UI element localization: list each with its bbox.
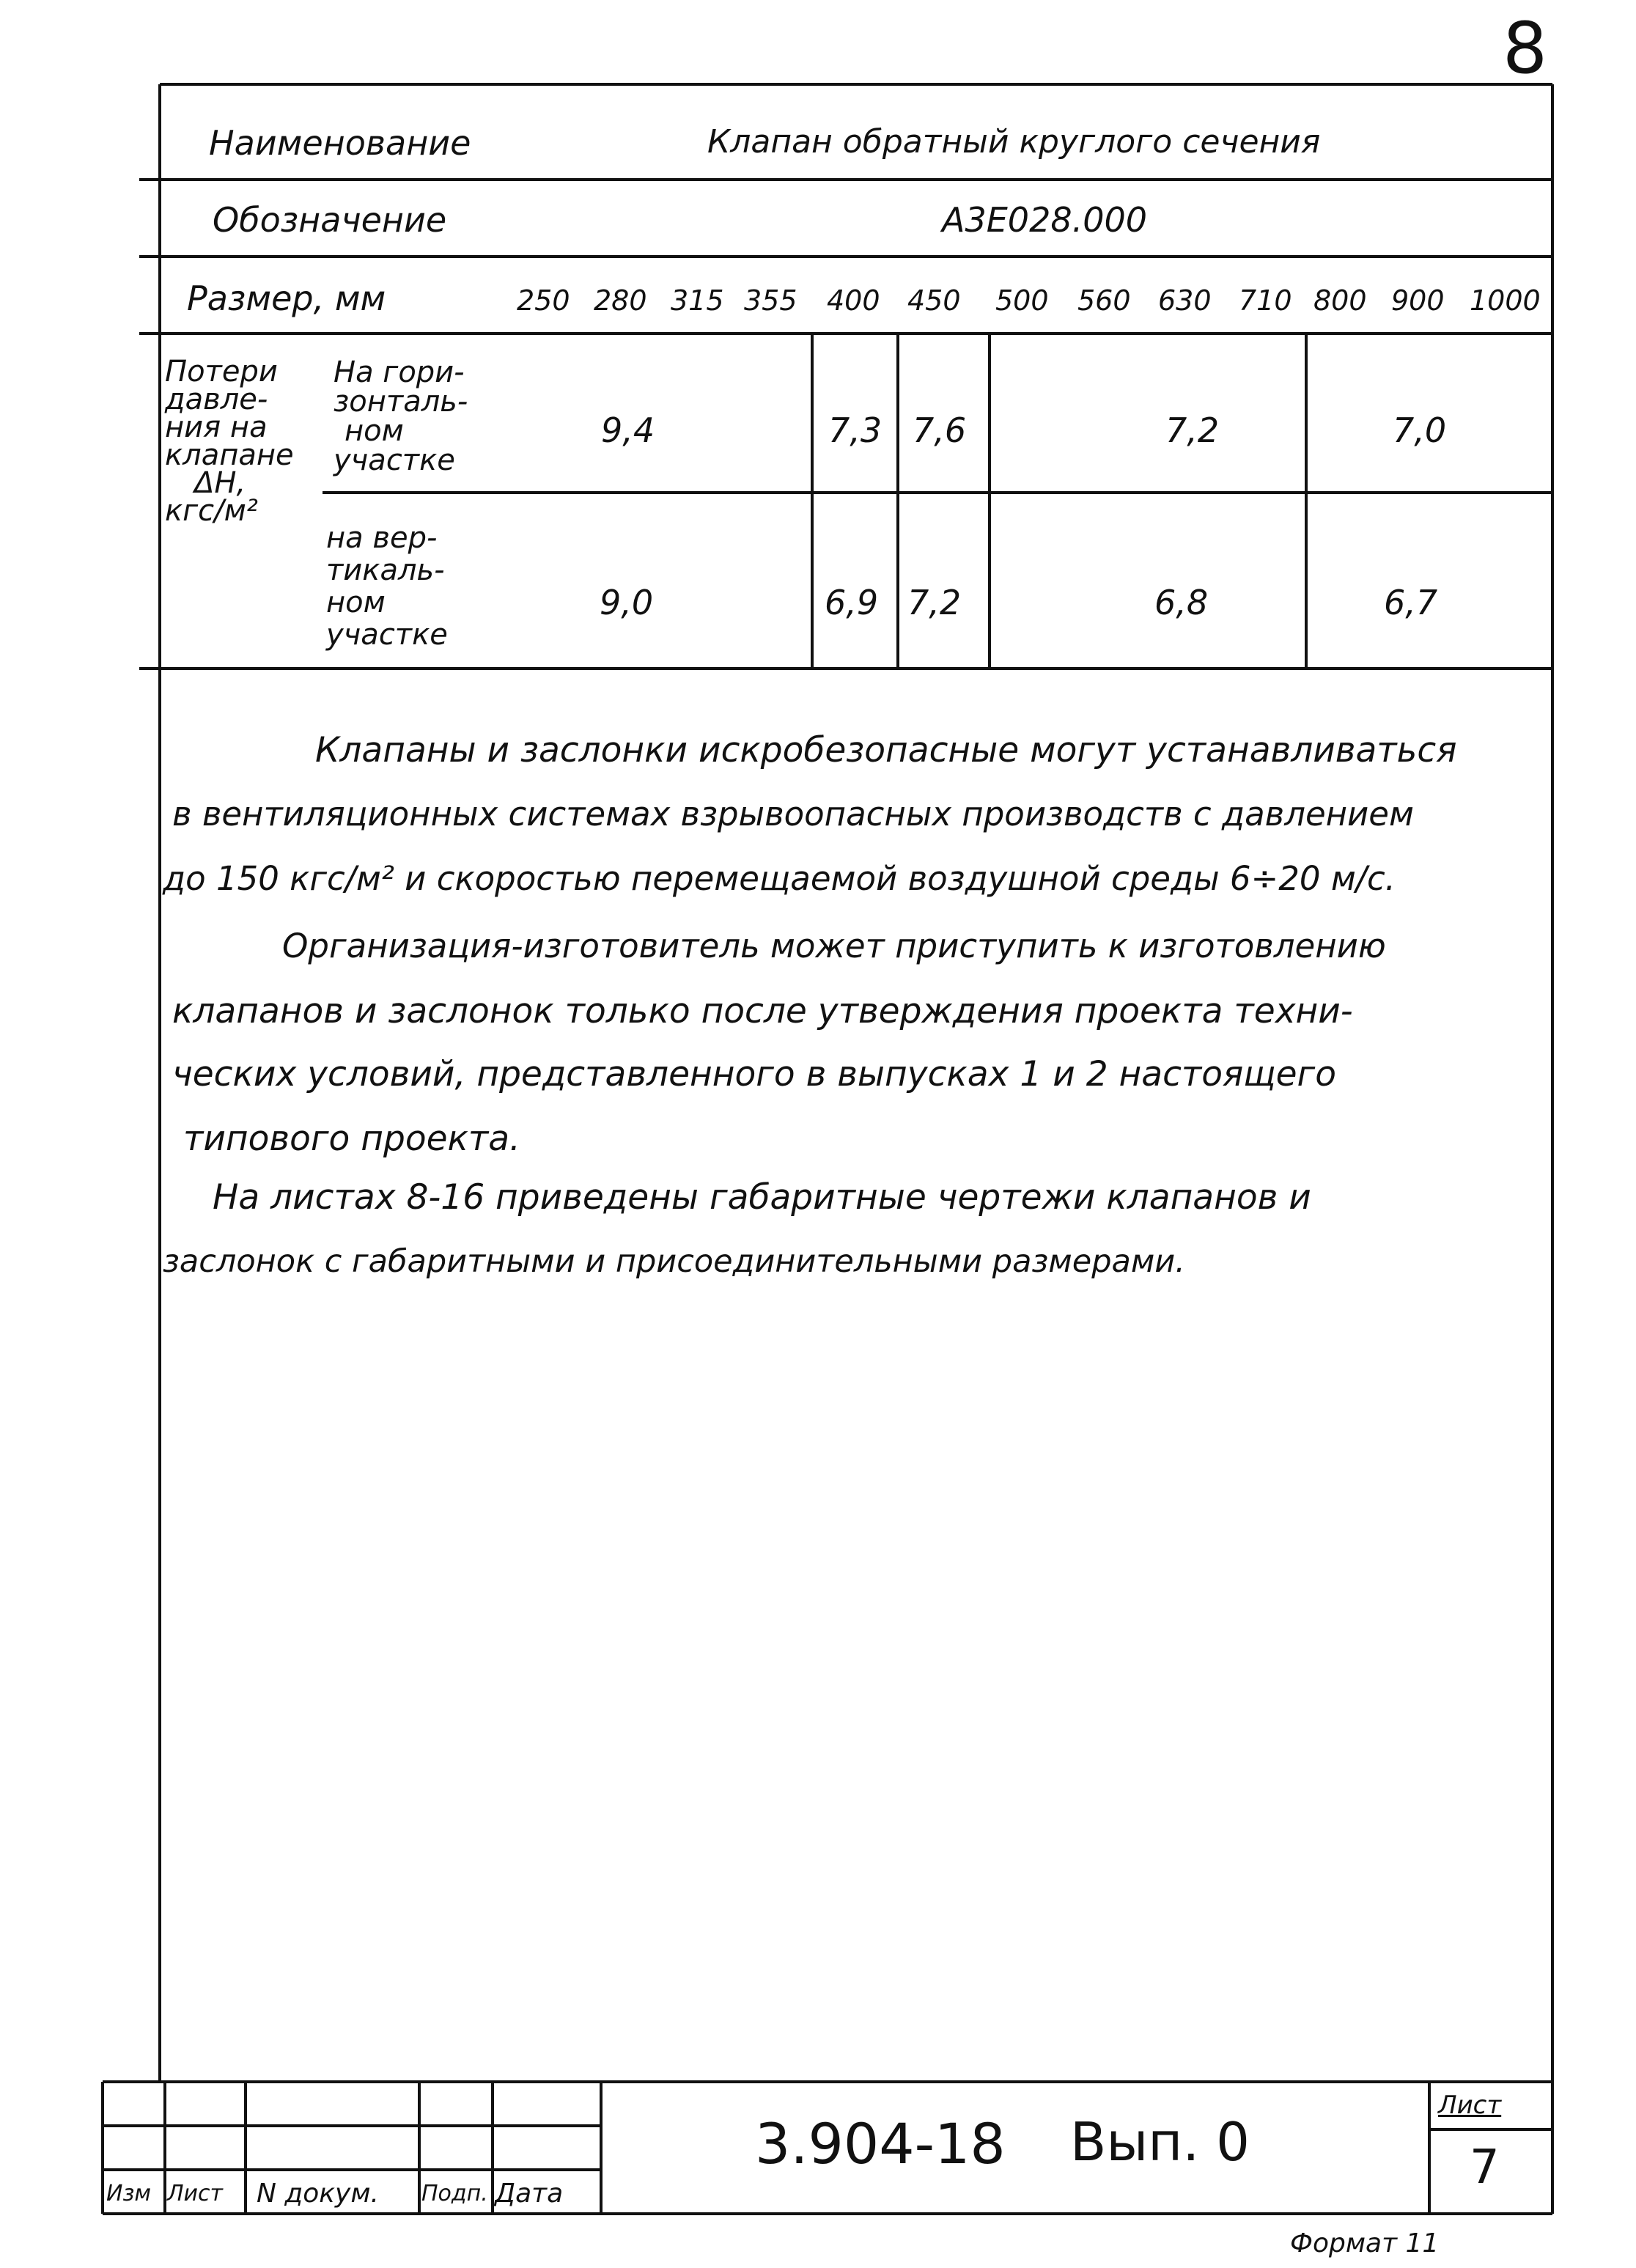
paragraph-1-line-1: Клапаны и заслонки искробезопасные могут устанавливаться: [315, 730, 1457, 770]
sheet-number: 7: [1470, 2140, 1500, 2195]
vertical-section-label: на вер- тикаль- ном участке: [326, 521, 448, 652]
size-560: 560: [1077, 284, 1131, 317]
size-900: 900: [1391, 284, 1445, 317]
vertical-value-500-710: 6,8: [1154, 583, 1209, 622]
title-col-docnum: N докум.: [257, 2179, 379, 2209]
vertical-value-400: 6,9: [825, 583, 879, 622]
loss-label: Потери давле- ния на клапане ΔН, кгс/м²: [165, 355, 294, 528]
vertical-value-250-355: 9,0: [600, 583, 654, 622]
title-col-date: Дата: [495, 2179, 564, 2209]
title-col-change: Изм: [106, 2181, 152, 2206]
vertical-value-450: 7,2: [907, 583, 962, 622]
paragraph-1-line-3: до 150 кгс/м² и скоростью перемещаемой воздушной среды 6÷20 м/с.: [163, 859, 1396, 898]
page-number: 8: [1503, 7, 1548, 89]
paragraph-3-line-2: заслонок с габаритными и присоединительными размерами.: [163, 1243, 1185, 1280]
paragraph-2-line-1: Организация-изготовитель может приступить к изготовлению: [282, 927, 1386, 965]
designation-label: Обозначение: [213, 200, 447, 240]
horizontal-value-450: 7,6: [913, 410, 967, 450]
title-col-signature: Подп.: [421, 2181, 488, 2206]
vertical-value-800-1000: 6,7: [1384, 583, 1438, 622]
size-315: 315: [671, 284, 724, 317]
title-col-sheet: Лист: [167, 2181, 224, 2206]
document-code: 3.904-18: [755, 2111, 1006, 2176]
horizontal-section-label: На гори- зонталь- ном участке: [334, 356, 468, 477]
size-500: 500: [995, 284, 1049, 317]
size-400: 400: [827, 284, 880, 317]
size-label: Размер, мм: [187, 279, 386, 318]
size-710: 710: [1239, 284, 1292, 317]
issue-number: Вып. 0: [1070, 2111, 1250, 2173]
horizontal-value-500-710: 7,2: [1165, 410, 1220, 450]
size-1000: 1000: [1470, 284, 1541, 317]
size-450: 450: [907, 284, 961, 317]
name-value: Клапан обратный круглого сечения: [707, 123, 1321, 161]
paragraph-2-line-3: ческих условий, представленного в выпусках 1 и 2 настоящего: [172, 1054, 1336, 1094]
size-280: 280: [594, 284, 647, 317]
designation-value: А3Е028.000: [942, 200, 1148, 240]
paragraph-2-line-2: клапанов и заслонок только после утверждения проекта техни-: [172, 991, 1353, 1031]
horizontal-value-250-355: 9,4: [601, 410, 655, 450]
horizontal-value-400: 7,3: [828, 410, 883, 450]
name-label: Наименование: [209, 123, 471, 163]
paragraph-1-line-2: в вентиляционных системах взрывоопасных производств с давлением: [172, 795, 1414, 833]
paragraph-3-line-1: На листах 8-16 приведены габаритные чертежи клапанов и: [213, 1177, 1311, 1218]
size-250: 250: [517, 284, 570, 317]
paragraph-2-line-4: типового проекта.: [183, 1119, 520, 1159]
size-355: 355: [744, 284, 797, 317]
format-label: Формат 11: [1290, 2228, 1440, 2258]
sheet-label: Лист: [1438, 2091, 1502, 2120]
size-800: 800: [1313, 284, 1367, 317]
size-630: 630: [1158, 284, 1212, 317]
horizontal-value-800-1000: 7,0: [1393, 410, 1447, 450]
